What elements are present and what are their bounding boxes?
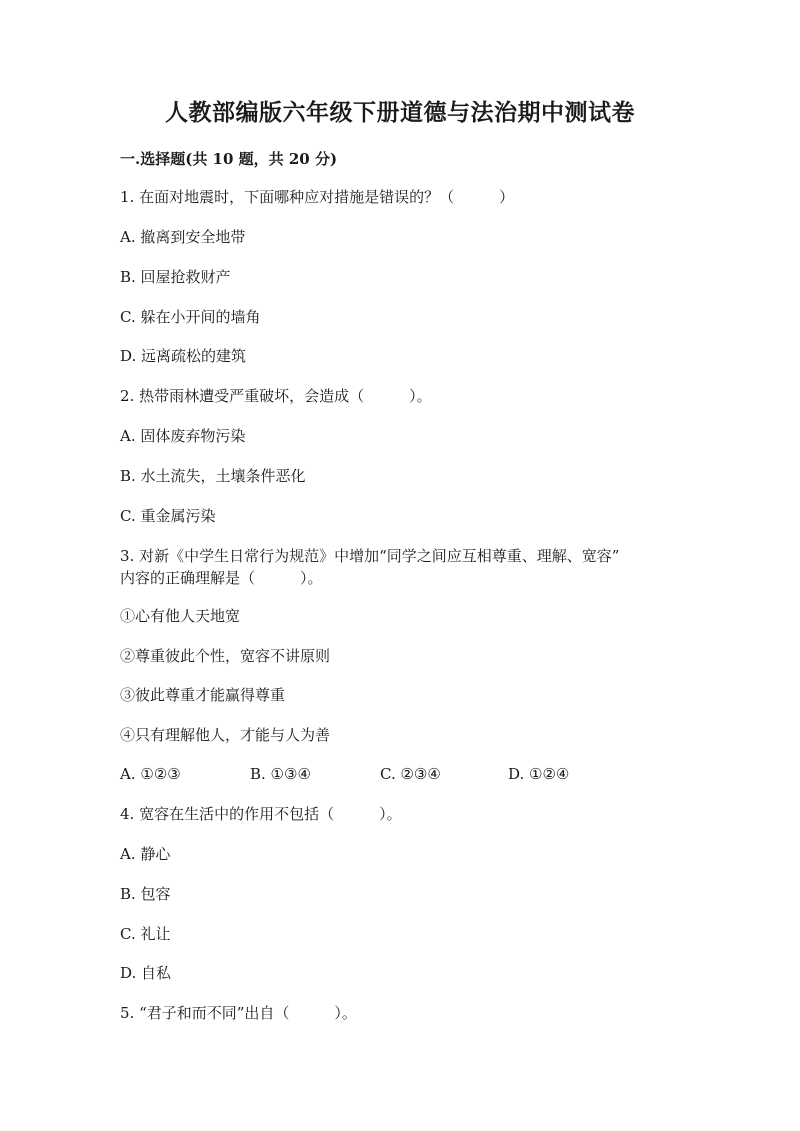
question-2-option-c: C. 重金属污染 — [120, 507, 216, 525]
question-3-statement-1: ①心有他人天地宽 — [120, 607, 241, 625]
question-1-option-b: B. 回屋抢救财产 — [120, 268, 231, 286]
question-3-option-d: D. ①②④ — [508, 765, 570, 783]
question-3-option-b: B. ①③④ — [250, 765, 311, 783]
question-1-option-c: C. 躲在小开间的墙角 — [120, 308, 261, 326]
page-title: 人教部编版六年级下册道德与法治期中测试卷 — [165, 99, 635, 126]
question-4-stem: 4. 宽容在生活中的作用不包括（ ）。 — [120, 805, 402, 823]
section-heading: 一.选择题(共 10 题，共 20 分) — [120, 150, 338, 168]
question-1-option-a: A. 撤离到安全地带 — [120, 228, 246, 246]
question-5-stem: 5. “君子和而不同”出自（ ）。 — [120, 1004, 357, 1022]
question-3-option-a: A. ①②③ — [120, 765, 181, 783]
question-3-statement-4: ④只有理解他人，才能与人为善 — [120, 726, 331, 744]
question-2-option-a: A. 固体废弃物污染 — [120, 427, 246, 445]
question-1-option-d: D. 远离疏松的建筑 — [120, 347, 247, 365]
question-1-stem: 1. 在面对地震时，下面哪种应对措施是错误的？（ ） — [120, 188, 515, 206]
question-3-stem-line2: 内容的正确理解是（ ）。 — [120, 569, 323, 587]
question-3-statement-2: ②尊重彼此个性，宽容不讲原则 — [120, 647, 331, 665]
question-3-statement-3: ③彼此尊重才能赢得尊重 — [120, 686, 286, 704]
question-2-stem: 2. 热带雨林遭受严重破坏，会造成（ ）。 — [120, 387, 432, 405]
question-4-option-c: C. 礼让 — [120, 925, 171, 943]
question-4-option-a: A. 静心 — [120, 845, 171, 863]
question-2-option-b: B. 水土流失，土壤条件恶化 — [120, 467, 306, 485]
question-4-option-d: D. 自私 — [120, 964, 172, 982]
question-4-option-b: B. 包容 — [120, 885, 171, 903]
question-3-stem-line1: 3. 对新《中学生日常行为规范》中增加“同学之间应互相尊重、理解、宽容” — [120, 547, 620, 565]
question-3-option-c: C. ②③④ — [380, 765, 441, 783]
